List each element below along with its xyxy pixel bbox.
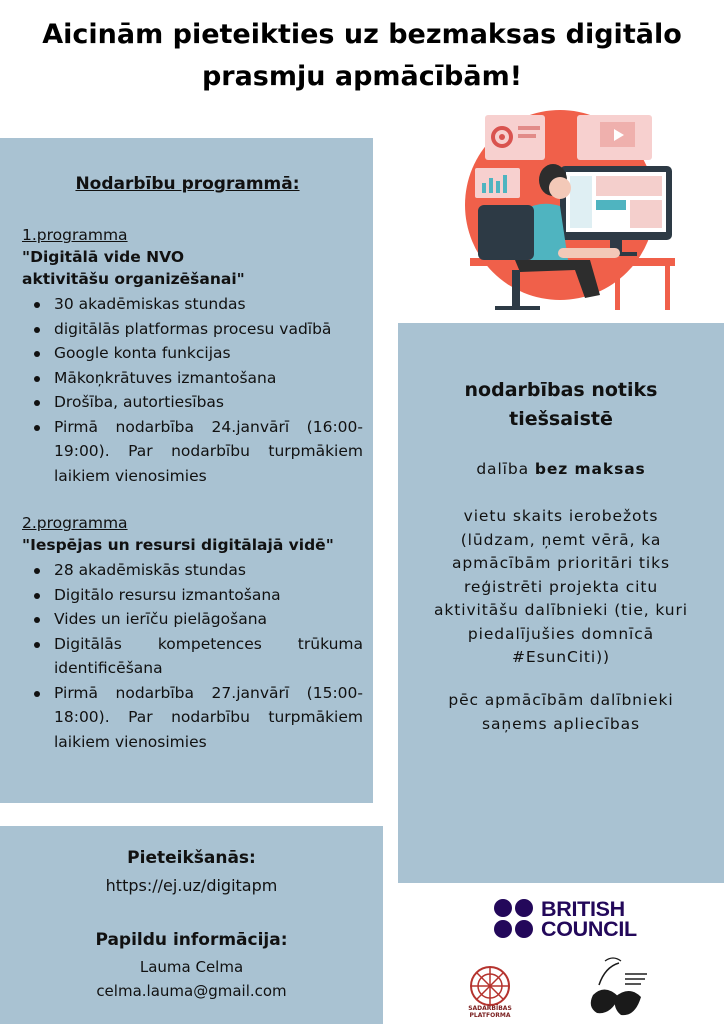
british-council-dots-icon [493,898,535,940]
seats-text: vietu skaits ierobežots (lūdzam, ņemt vērā, ka apmācībām prioritāri tiks reģistrēti projekta citu aktivitāšu dalībnieki (tie, kuri piedalījušies domnīcā #EsunCiti)) [433,507,689,666]
program-heading: Nodarbību programmā: [75,174,300,194]
program-2 [22,512,363,754]
online-heading: nodarbības notiks tiešsaistē [464,379,658,430]
program-1-list [22,292,363,488]
british-council-logo-text: BRITISH COUNCIL [541,897,637,941]
bullet-icon [34,376,40,382]
bullet-icon [34,568,40,574]
more-info-heading: Papildu informācija: [95,930,288,950]
page-title [0,14,724,98]
bullet-icon [34,302,40,308]
contact-panel [0,826,383,1024]
program-1-title-line-1: "Digitālā vide NVO [22,248,184,266]
program-1-label: 1.programma [22,226,128,244]
bullet-icon [34,691,40,697]
program-panel [0,138,373,803]
bullet-icon [34,351,40,357]
list-item: digitālās platformas procesu vadībā [22,317,363,342]
bullet-icon [34,327,40,333]
list-item: Pirmā nodarbība 27.janvārī (15:00-18:00). Par nodarbību turpmākiem laikiem vienosimies [22,681,363,755]
list-item: Vides un ierīču pielāgošana [22,607,363,632]
list-item: 30 akadēmiskas stundas [22,292,363,317]
title-line-1: Aicinām pieteikties uz bezmaksas digitālo [42,19,682,50]
participation-text: dalība bez maksas [476,460,646,478]
program-1 [22,224,363,488]
list-item: Digitālo resursu izmantošana [22,583,363,608]
contact-person: Lauma Celma [139,958,244,976]
bullet-icon [34,642,40,648]
list-item: Pirmā nodarbība 24.janvārī (16:00-19:00). Par nodarbību turpmākiem laikiem vienosimies [22,415,363,489]
list-item: 28 akadēmiskās stundas [22,558,363,583]
bullet-icon [34,400,40,406]
bullet-icon [34,617,40,623]
program-2-list [22,558,363,754]
signup-heading: Pieteikšanās: [127,848,256,868]
program-1-title-line-2: aktivitāšu organizēšanai" [22,270,245,288]
title-line-2: prasmju apmācībām! [201,61,523,92]
bullet-icon [34,593,40,599]
computer-worker-illustration [440,110,680,315]
info-panel [398,323,724,883]
list-item: Digitālās kompetences trūkuma identificēšana [22,632,363,681]
signup-link[interactable]: https://ej.uz/digitapm [105,876,278,895]
program-2-label: 2.programma [22,514,128,532]
culture-center-logo-icon [585,955,653,1021]
list-item: Drošība, autortiesības [22,390,363,415]
certificate-text: pēc apmācībām dalībnieki saņems apliecības [448,691,674,733]
contact-email[interactable]: celma.lauma@gmail.com [96,982,287,1000]
list-item: Google konta funkcijas [22,341,363,366]
sadarbibas-platforma-text: SADARBĪBAS PLATFORMA [468,1005,512,1019]
program-2-title: "Iespējas un resursi digitālajā vidē" [22,536,334,554]
bullet-icon [34,425,40,431]
list-item: Mākoņkrātuves izmantošana [22,366,363,391]
